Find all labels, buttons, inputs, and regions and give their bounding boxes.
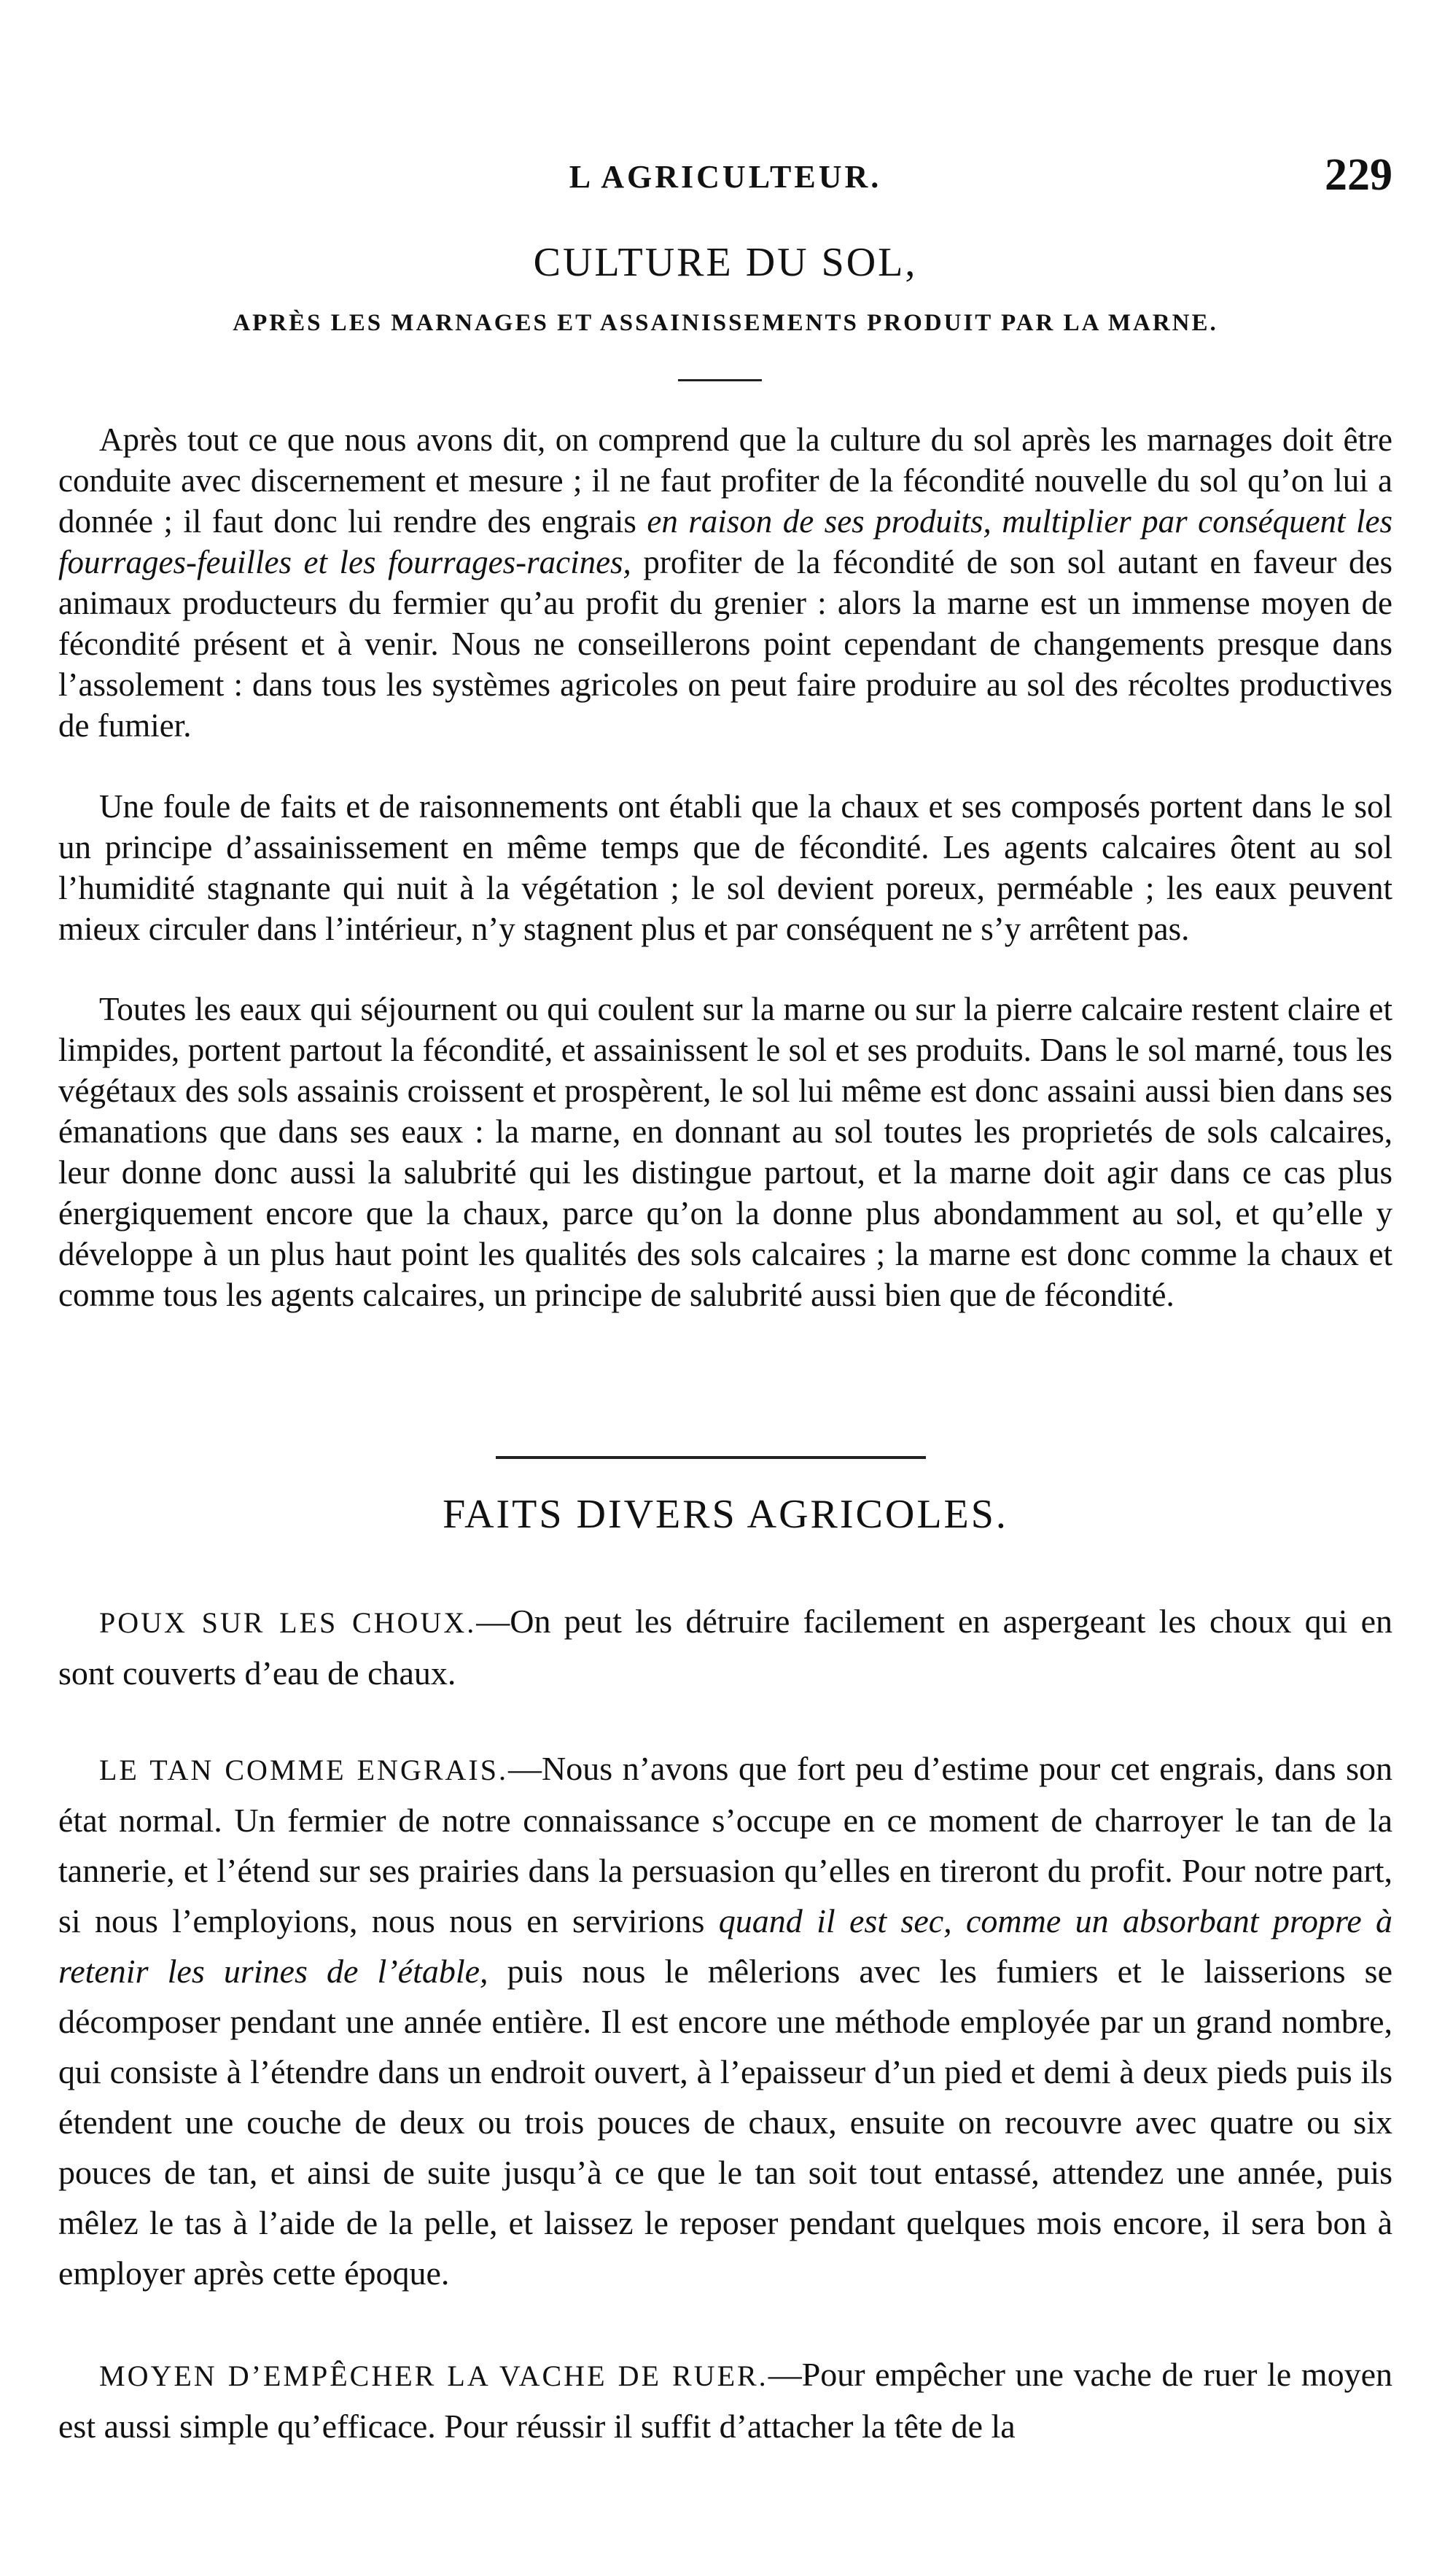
item-lead: POUX SUR LES CHOUX. — [99, 1606, 477, 1639]
item-text-c: puis nous le mêlerions avec les fumiers et le laisserions se décomposer pendant une année entière. Il est encore une méthode employée par un grand nombre, qui consiste à l’étendre dans un endroit ouvert, à l’epaisseur d’un pied et demi à deux pieds puis ils étendent une couche de deux ou trois pouces de chaux, ensuite on recouvre avec quatre ou six pouces de tan, et ainsi de suite jusqu’à ce que le tan soit tout entassé, attendez une année, puis mêlez le tas à l’aide de la pelle, et laissez le reposer pendant quelques mois encore, il sera bon à employer après cette époque. — [58, 1953, 1392, 2292]
paragraph-1-text-c: profiter de la fécondité de son sol autant en faveur des animaux producteurs du fermier qu’au profit du grenier : alors la marne est un immense moyen de fécondité présent et à venir. Nous ne conseillerons point cependant de changements presque dans l’assolement : dans tous les systèmes agricoles on peut faire produire au sol des récoltes productives de fumier. — [58, 544, 1392, 744]
item-lead: MOYEN D’EMPÊCHER LA VACHE DE RUER. — [99, 2359, 768, 2392]
document-page — [58, 0, 1392, 2576]
paragraph-1-text-a: Après tout ce que nous avons dit, on comprend que la culture du sol après les marnages doit être conduite avec discernement et mesure ; il ne faut profiter de la fécondité nouvelle du sol qu’on lui a donnée ; il faut donc lui rendre des engrais — [58, 421, 1392, 540]
running-head — [58, 149, 1392, 201]
item-text-a: —Nous n’avons que fort peu d’estime pour cet engrais, dans son état normal. Un fermier de notre connaissance s’occupe en ce moment de charroyer le tan de la tannerie, et l’étend sur ses prairies dans la persuasion qu’elles en tireront du profit. Pour notre part, si nous l’employions, nous nous en servirions — [58, 1750, 1393, 1939]
item-italic: quand il est sec, comme un absorbant propre à retenir les urines de l’étable, — [58, 1902, 1392, 1990]
short-divider — [678, 379, 762, 381]
item-lead: LE TAN COMME ENGRAIS. — [99, 1754, 508, 1786]
paragraph-1-italic: en raison de ses produits, multiplier par conséquent les fourrages-feuilles et les fourrages-racines, — [58, 503, 1392, 580]
section-title-faits-divers: FAITS DIVERS AGRICOLES. — [443, 1492, 1008, 1537]
item-poux-sur-les-choux — [58, 1596, 1392, 1698]
section-subtitle: APRÈS LES MARNAGES ET ASSAINISSEMENTS PRODUIT PAR LA MARNE. — [233, 310, 1218, 336]
item-le-tan-comme-engrais — [58, 1743, 1392, 2298]
running-title: L AGRICULTEUR. — [569, 159, 882, 195]
item-moyen-d-empecher — [58, 2349, 1392, 2451]
item-text: —On peut les détruire facilement en aspergeant les choux qui en sont couverts d’eau de chaux. — [58, 1603, 1393, 1692]
page-number: 229 — [1325, 150, 1392, 200]
paragraph-1 — [58, 419, 1392, 746]
section-title-culture: CULTURE DU SOL, — [533, 240, 918, 285]
paragraph-2: Une foule de faits et de raisonnements ont établi que la chaux et ses composés portent dans le sol un principe d’assainissement en même temps que de fécondité. Les agents calcaires ôtent au sol l’humidité stagnante qui nuit à la végétation ; le sol devient poreux, perméable ; les eaux peuvent mieux circuler dans l’intérieur, n’y stagnent plus et par conséquent ne s’y arrêtent pas. — [58, 788, 1392, 947]
section-divider — [496, 1456, 926, 1459]
paragraph-3: Toutes les eaux qui séjournent ou qui coulent sur la marne ou sur la pierre calcaire restent claire et limpides, portent partout la fécondité, et assainissent le sol et ses produits. Dans le sol marné, tous les végétaux des sols assainis croissent et prospèrent, le sol lui même est donc assaini aussi bien dans ses émanations que dans ses eaux : la marne, en donnant au sol toutes les proprietés de sols calcaires, leur donne donc aussi la salubrité qui les distingue partout, et la marne doit agir dans ce cas plus énergiquement encore que la chaux, parce qu’on la donne plus abondamment au sol, et qu’elle y développe à un plus haut point les qualités des sols calcaires ; la marne est donc comme la chaux et comme tous les agents calcaires, un principe de salubrité aussi bien que de fécondité. — [58, 991, 1392, 1313]
item-text: —Pour empêcher une vache de ruer le moyen est aussi simple qu’efficace. Pour réussir il suffit d’attacher la tête de la — [58, 2356, 1393, 2445]
